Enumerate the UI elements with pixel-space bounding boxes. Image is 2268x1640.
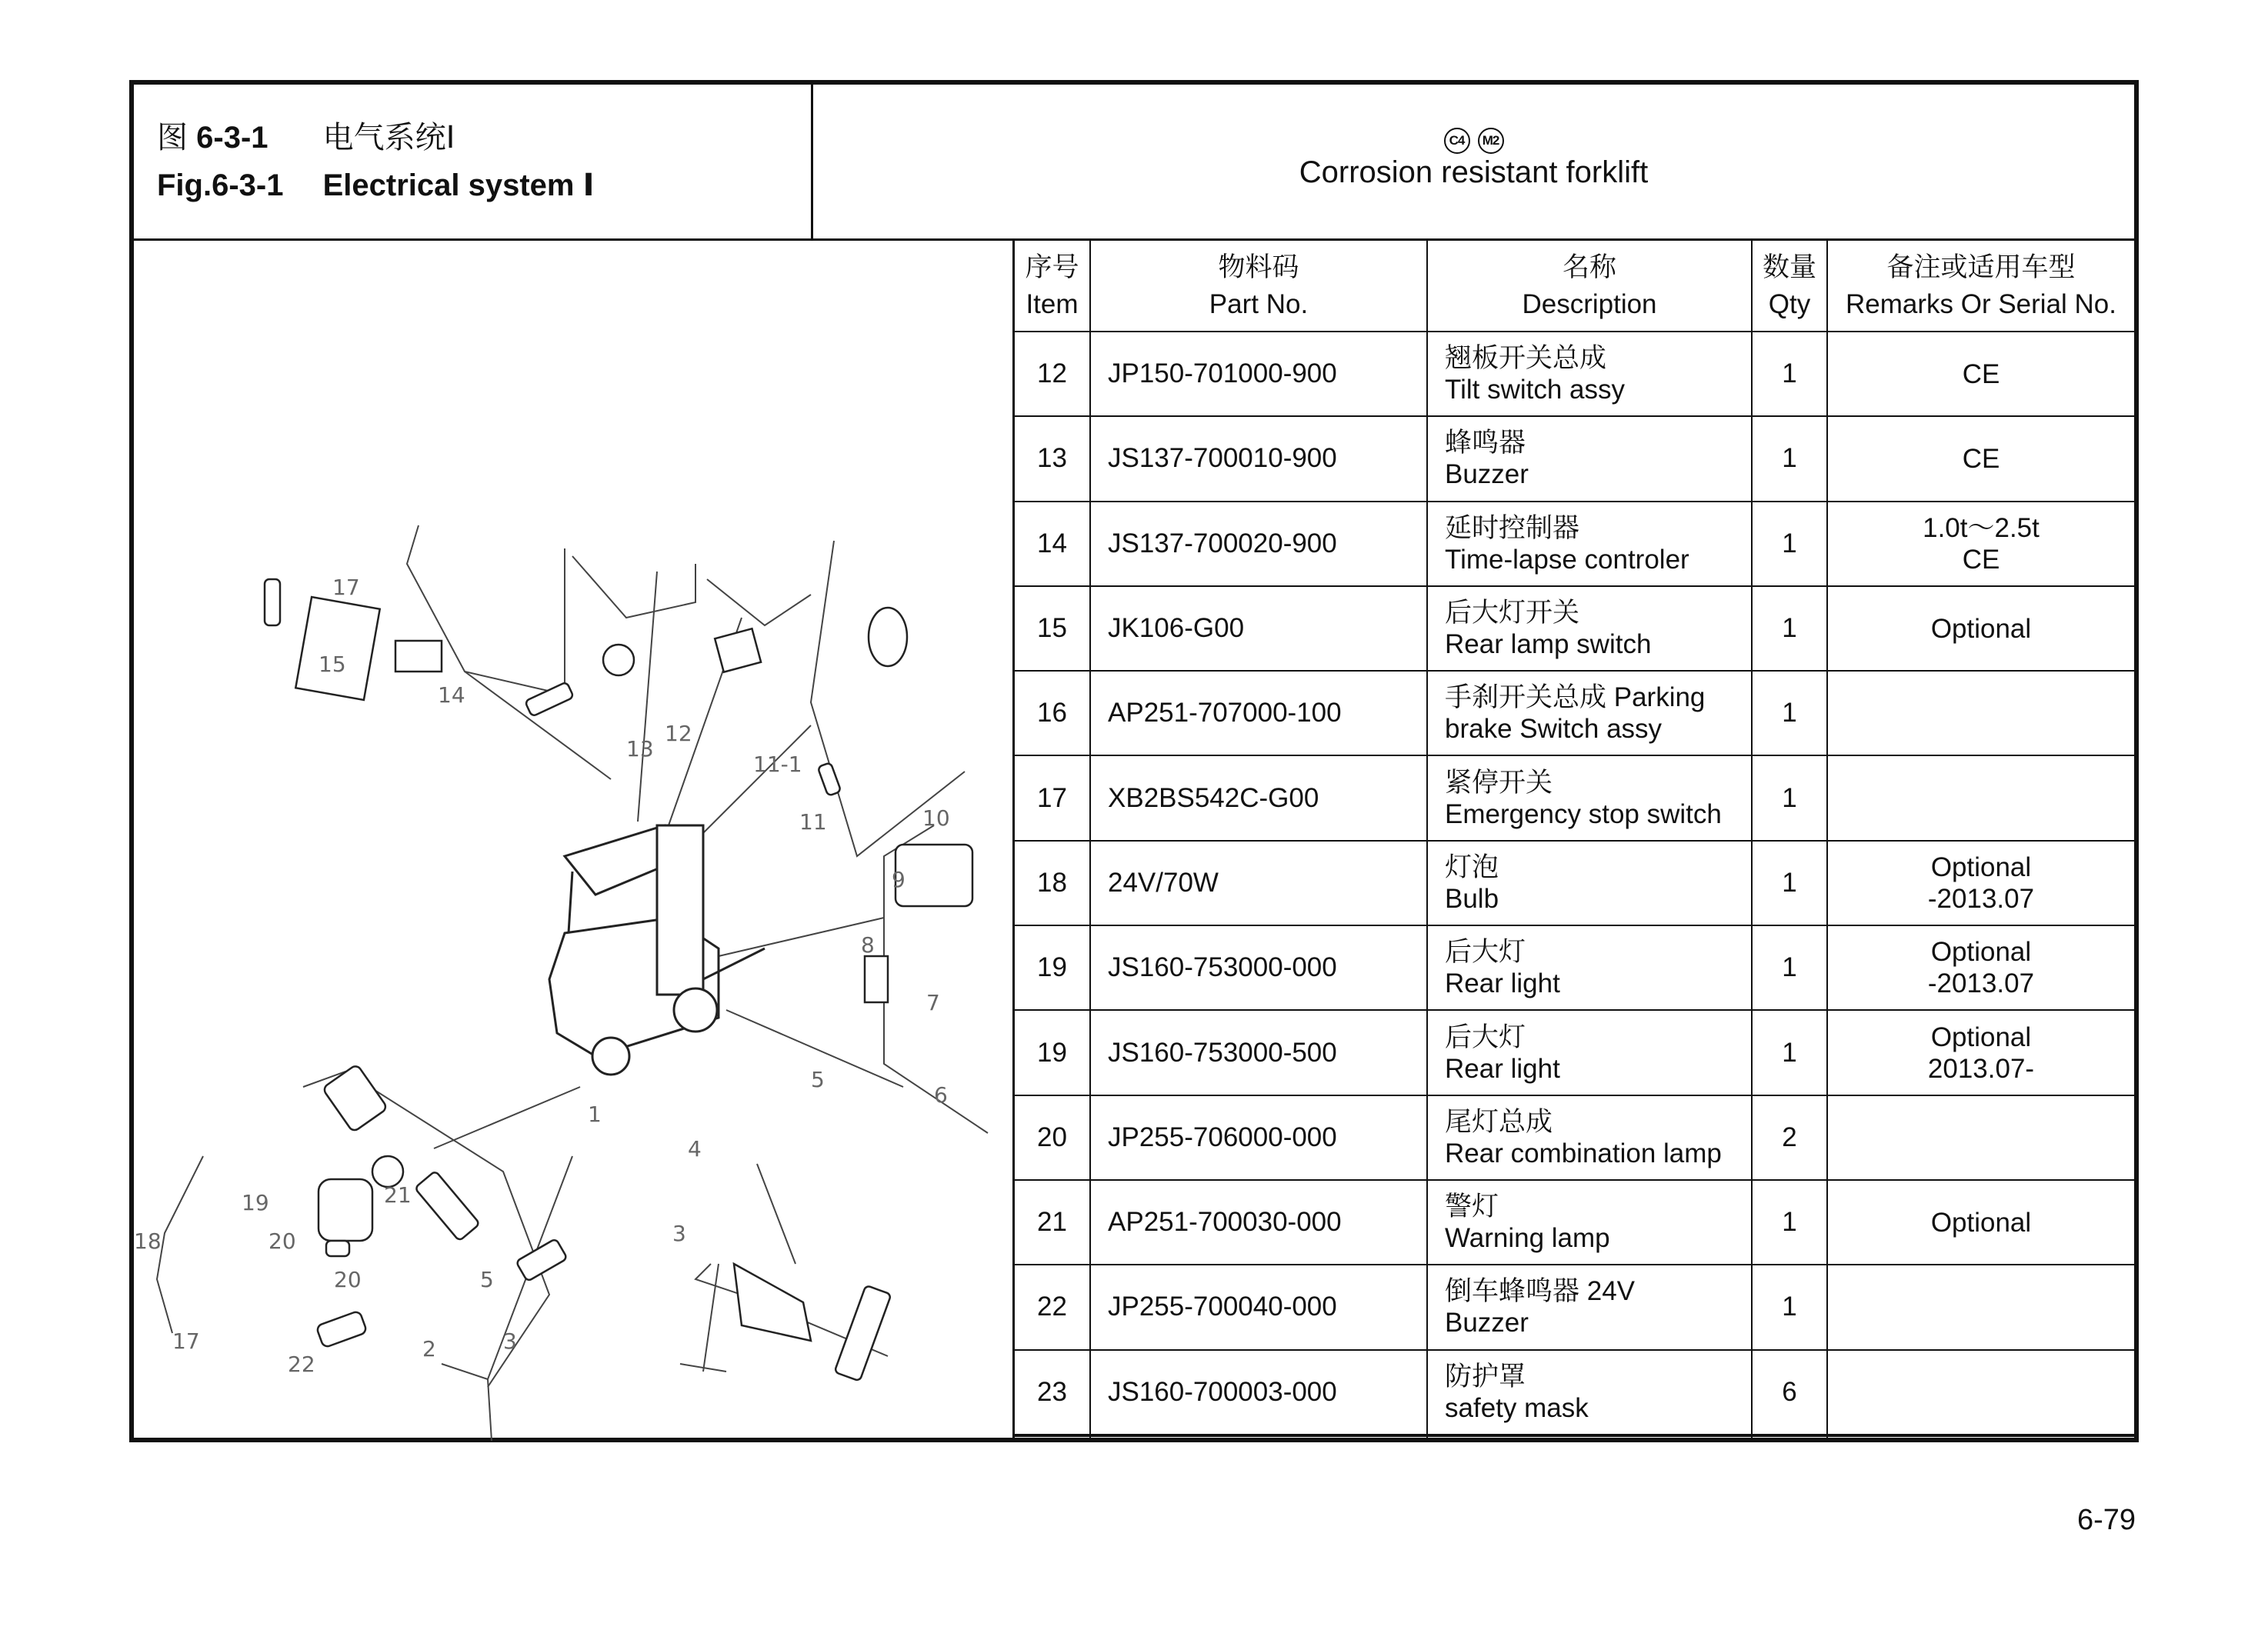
col-header-item: 序号 Item [1015, 241, 1090, 332]
table-row: 14 JS137-700020-900 延时控制器 Time-lapse controler 1 1.0t～2.5t CE [1015, 502, 2134, 586]
callout-20a: 19 [242, 1190, 269, 1215]
figure-title-en-text: Electrical system Ⅰ [322, 168, 595, 202]
table-row: 22 JP255-700040-000 倒车蜂鸣器 24V Buzzer 1 [1015, 1265, 2134, 1349]
table-row: 18 24V/70W 灯泡 Bulb 1 Optional -2013.07 [1015, 841, 2134, 925]
page-number: 6-79 [2077, 1504, 2136, 1536]
callout-22: 21 [384, 1182, 412, 1208]
forklift-electrical-diagram-icon [134, 241, 1012, 1442]
table-row: 19 JS160-753000-500 后大灯 Rear light 1 Optional 2013.07- [1015, 1010, 2134, 1095]
parts-page-frame [129, 80, 2139, 1442]
badge-c4-icon: C4 [1444, 128, 1470, 154]
callout-8: 7 [926, 990, 940, 1015]
table-row-empty [1015, 1436, 2134, 1438]
table-row: 12 JP150-701000-900 翘板开关总成 Tilt switch assy 1 CE [1015, 332, 2134, 416]
callout-12: 11-1 [753, 752, 802, 777]
table-row: 17 XB2BS542C-G00 紧停开关 Emergency stop switch 1 [1015, 755, 2134, 840]
table-row: 13 JS137-700010-900 蜂鸣器 Buzzer 1 CE [1015, 416, 2134, 501]
callout-11-1: 11 [799, 809, 827, 835]
figure-number: 6-3-1 [196, 121, 268, 155]
table-row: 23 JS160-700003-000 防护罩 safety mask 6 [1015, 1350, 2134, 1435]
callout-6: 5 [811, 1067, 825, 1092]
figure-title-cn-text: 电气系统Ⅰ [322, 121, 455, 155]
forklift-icon [549, 825, 765, 1075]
callout-13: 12 [665, 721, 692, 746]
col-header-remarks: 备注或适用车型 Remarks Or Serial No. [1827, 241, 2134, 332]
callout-17: 17 [332, 575, 360, 600]
figure-en-label: Fig.6-3-1 [157, 168, 284, 202]
table-row: 16 AP251-707000-100 手刹开关总成 Parking brake Switch assy 1 [1015, 671, 2134, 755]
callout-9: 8 [861, 932, 875, 958]
callout-11: 10 [922, 805, 950, 831]
model-title: Corrosion resistant forklift [1299, 155, 1649, 189]
table-row: 20 JP255-706000-000 尾灯总成 Rear combination lamp 2 [1015, 1095, 2134, 1180]
table-header-row [1015, 241, 2134, 332]
callout-2: 2 [422, 1336, 436, 1362]
callout-15: 14 [438, 682, 465, 708]
callout-14: 13 [626, 736, 654, 762]
callout-7: 6 [934, 1082, 948, 1108]
figure-title-cn [157, 114, 594, 162]
callout-21: 20 [268, 1228, 296, 1254]
col-header-qty: 数量 Qty [1752, 241, 1827, 332]
callout-18: 17 [172, 1328, 200, 1354]
figure-title-en [157, 162, 594, 209]
callout-16: 15 [319, 652, 346, 677]
table-row: 15 JK106-G00 后大灯开关 Rear lamp switch 1 Optional [1015, 586, 2134, 671]
figure-title [157, 114, 594, 209]
callout-1: 1 [588, 1102, 602, 1127]
callout-5: 5 [480, 1267, 494, 1292]
callout-10: 9 [892, 867, 906, 892]
col-header-description: 名称 Description [1427, 241, 1752, 332]
table-row: 19 JS160-753000-000 后大灯 Rear light 1 Optional -2013.07 [1015, 925, 2134, 1010]
callout-20b: 20 [334, 1267, 362, 1292]
parts-table [1012, 241, 2134, 1438]
model-badges [813, 128, 2134, 154]
model-header [813, 128, 2134, 190]
figure-cn-label: 图 [157, 121, 188, 155]
exploded-parts-diagram [134, 241, 1012, 1442]
callout-19: 18 [134, 1228, 162, 1254]
callout-4: 4 [688, 1136, 702, 1162]
col-header-part-no: 物料码 Part No. [1090, 241, 1427, 332]
badge-m2-icon: M2 [1478, 128, 1504, 154]
callout-23: 22 [288, 1352, 315, 1377]
callout-3: 3 [672, 1221, 686, 1246]
callout-3b: 3 [503, 1328, 517, 1354]
table-row: 21 AP251-700030-000 警灯 Warning lamp 1 Optional [1015, 1180, 2134, 1265]
